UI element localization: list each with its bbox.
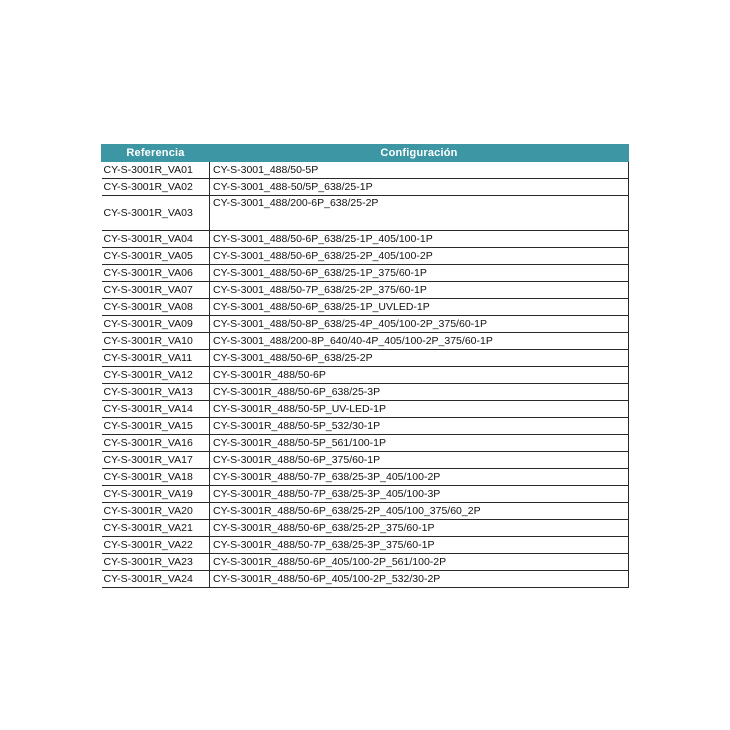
reference-cell: CY-S-3001R_VA05 — [102, 248, 210, 265]
reference-cell: CY-S-3001R_VA04 — [102, 231, 210, 248]
table-row — [102, 384, 629, 401]
reference-cell: CY-S-3001R_VA24 — [102, 571, 210, 588]
configuration-cell: CY-S-3001_488/50-6P_638/25-1P_375/60-1P — [210, 265, 629, 282]
table-row — [102, 367, 629, 384]
table-row — [102, 537, 629, 554]
reference-cell: CY-S-3001R_VA12 — [102, 367, 210, 384]
reference-cell: CY-S-3001R_VA10 — [102, 333, 210, 350]
reference-cell: CY-S-3001R_VA01 — [102, 162, 210, 179]
configuration-cell: CY-S-3001R_488/50-5P_561/100-1P — [210, 435, 629, 452]
reference-cell: CY-S-3001R_VA15 — [102, 418, 210, 435]
reference-cell: CY-S-3001R_VA02 — [102, 179, 210, 196]
configuration-cell: CY-S-3001_488/200-8P_640/40-4P_405/100-2P_375/60-1P — [210, 333, 629, 350]
reference-cell: CY-S-3001R_VA07 — [102, 282, 210, 299]
configuration-cell: CY-S-3001R_488/50-6P_375/60-1P — [210, 452, 629, 469]
table-row — [102, 469, 629, 486]
table-row — [102, 520, 629, 537]
configuration-cell: CY-S-3001_488/50-6P_638/25-1P_UVLED-1P — [210, 299, 629, 316]
configuration-cell: CY-S-3001_488/50-6P_638/25-2P — [210, 350, 629, 367]
reference-cell: CY-S-3001R_VA06 — [102, 265, 210, 282]
header-configuracion: Configuración — [210, 145, 629, 162]
table-row — [102, 231, 629, 248]
configuration-cell: CY-S-3001_488/200-6P_638/25-2P — [210, 196, 629, 231]
reference-cell: CY-S-3001R_VA09 — [102, 316, 210, 333]
configuration-cell: CY-S-3001_488/50-6P_638/25-2P_405/100-2P — [210, 248, 629, 265]
table-row — [102, 299, 629, 316]
reference-cell: CY-S-3001R_VA17 — [102, 452, 210, 469]
configuration-cell: CY-S-3001R_488/50-6P_638/25-3P — [210, 384, 629, 401]
table-row — [102, 350, 629, 367]
reference-cell: CY-S-3001R_VA19 — [102, 486, 210, 503]
table-header — [102, 145, 629, 162]
table-row — [102, 248, 629, 265]
table-row — [102, 435, 629, 452]
configuration-cell: CY-S-3001_488/50-5P — [210, 162, 629, 179]
table-row — [102, 571, 629, 588]
configuration-cell: CY-S-3001R_488/50-7P_638/25-3P_375/60-1P — [210, 537, 629, 554]
table-row — [102, 333, 629, 350]
table-row — [102, 162, 629, 179]
reference-cell: CY-S-3001R_VA08 — [102, 299, 210, 316]
header-referencia: Referencia — [102, 145, 210, 162]
configuration-cell: CY-S-3001R_488/50-6P_405/100-2P_561/100-2P — [210, 554, 629, 571]
table-row — [102, 503, 629, 520]
table-row — [102, 282, 629, 299]
configuration-cell: CY-S-3001_488/50-6P_638/25-1P_405/100-1P — [210, 231, 629, 248]
table-row — [102, 265, 629, 282]
reference-cell: CY-S-3001R_VA20 — [102, 503, 210, 520]
configuration-table — [101, 144, 629, 588]
reference-cell: CY-S-3001R_VA11 — [102, 350, 210, 367]
reference-cell: CY-S-3001R_VA22 — [102, 537, 210, 554]
reference-cell: CY-S-3001R_VA13 — [102, 384, 210, 401]
configuration-cell: CY-S-3001_488-50/5P_638/25-1P — [210, 179, 629, 196]
configuration-cell: CY-S-3001_488/50-7P_638/25-2P_375/60-1P — [210, 282, 629, 299]
configuration-cell: CY-S-3001R_488/50-6P_638/25-2P_405/100_375/60_2P — [210, 503, 629, 520]
configuration-cell: CY-S-3001R_488/50-5P_532/30-1P — [210, 418, 629, 435]
configuration-table-container — [101, 144, 628, 588]
table-row — [102, 179, 629, 196]
reference-cell: CY-S-3001R_VA23 — [102, 554, 210, 571]
table-row — [102, 452, 629, 469]
reference-cell: CY-S-3001R_VA16 — [102, 435, 210, 452]
configuration-cell: CY-S-3001R_488/50-7P_638/25-3P_405/100-3P — [210, 486, 629, 503]
table-row — [102, 418, 629, 435]
header-row — [102, 145, 629, 162]
reference-cell: CY-S-3001R_VA21 — [102, 520, 210, 537]
table-row — [102, 554, 629, 571]
configuration-cell: CY-S-3001R_488/50-6P_405/100-2P_532/30-2P — [210, 571, 629, 588]
configuration-cell: CY-S-3001R_488/50-5P_UV-LED-1P — [210, 401, 629, 418]
configuration-cell: CY-S-3001R_488/50-6P — [210, 367, 629, 384]
configuration-cell: CY-S-3001R_488/50-7P_638/25-3P_405/100-2P — [210, 469, 629, 486]
table-body — [102, 162, 629, 588]
table-row — [102, 486, 629, 503]
table-row — [102, 196, 629, 231]
table-row — [102, 316, 629, 333]
reference-cell: CY-S-3001R_VA03 — [102, 196, 210, 231]
reference-cell: CY-S-3001R_VA18 — [102, 469, 210, 486]
configuration-cell: CY-S-3001R_488/50-6P_638/25-2P_375/60-1P — [210, 520, 629, 537]
reference-cell: CY-S-3001R_VA14 — [102, 401, 210, 418]
table-row — [102, 401, 629, 418]
configuration-cell: CY-S-3001_488/50-8P_638/25-4P_405/100-2P_375/60-1P — [210, 316, 629, 333]
